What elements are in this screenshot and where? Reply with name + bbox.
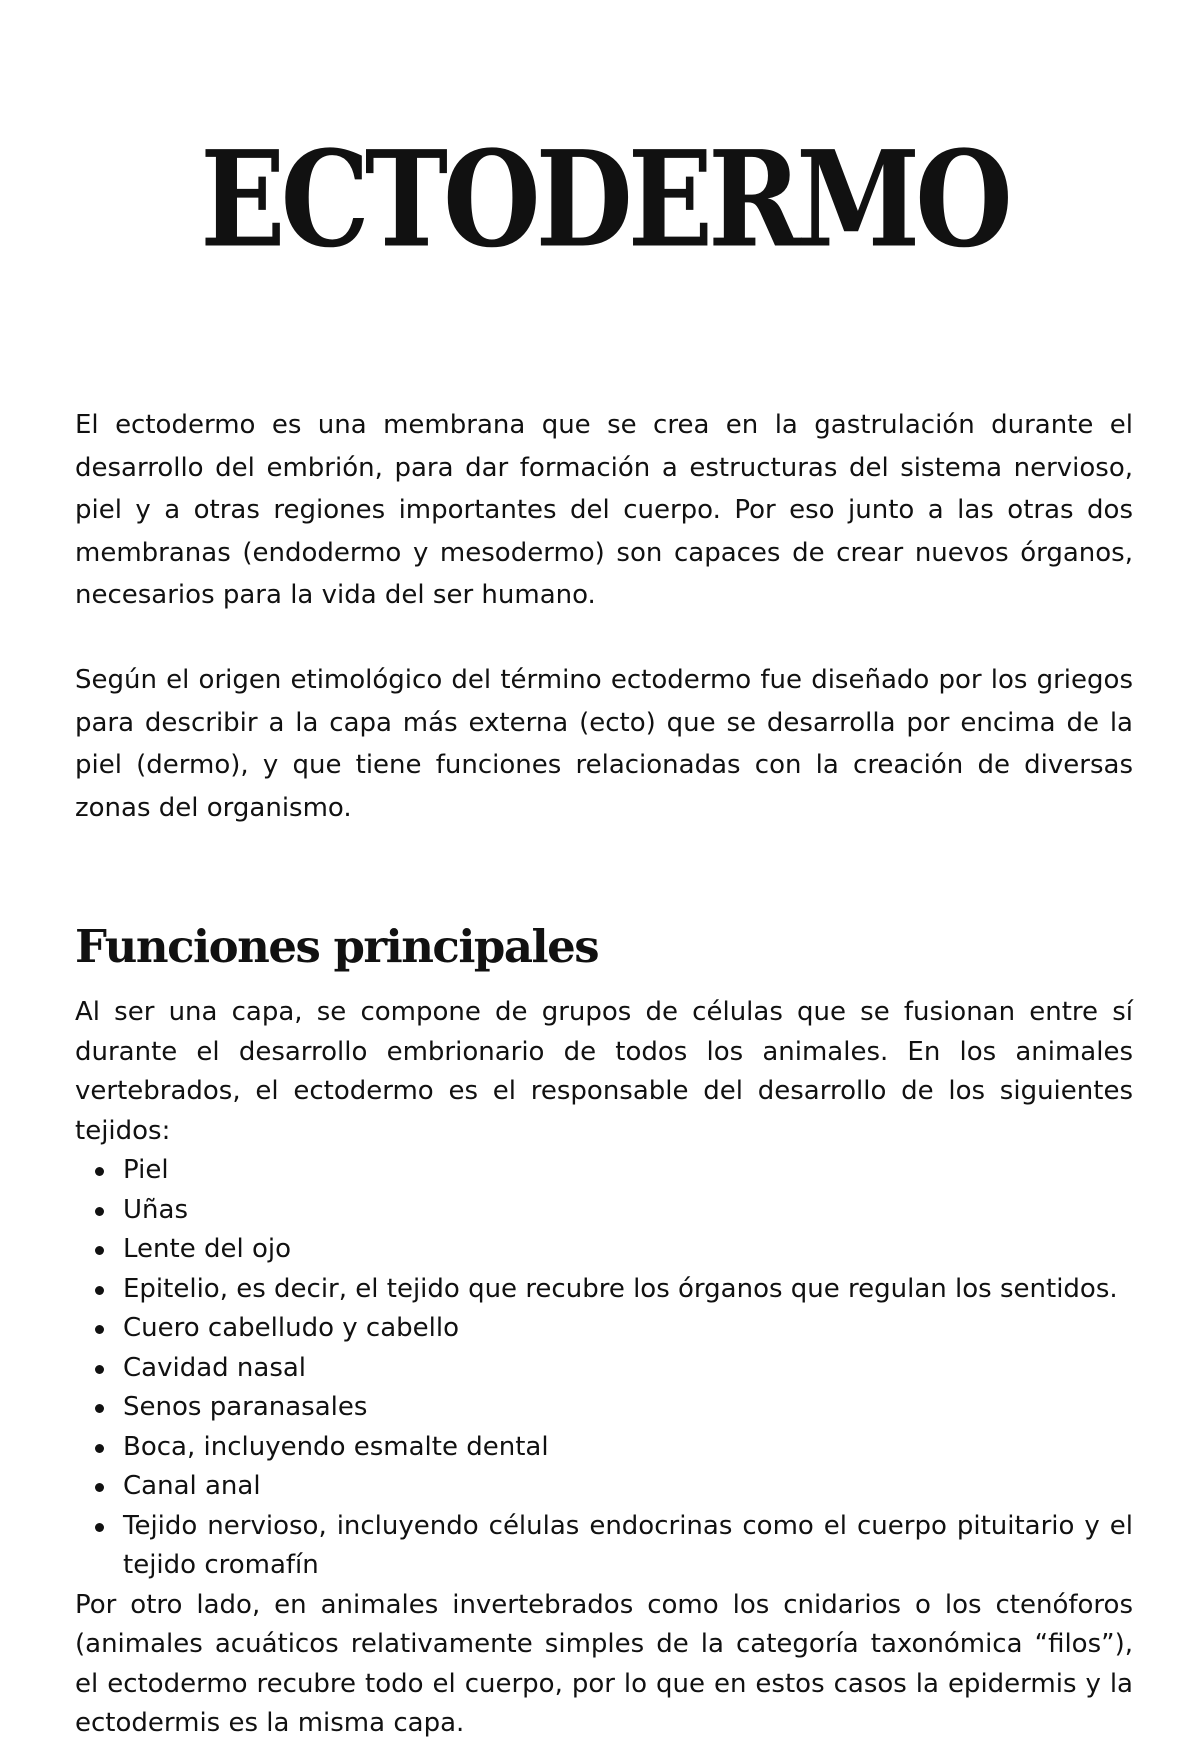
section-heading: Funciones principales [75, 920, 599, 974]
list-item: Senos paranasales [123, 1388, 1133, 1428]
list-item: Tejido nervioso, incluyendo células endocrinas como el cuerpo pituitario y el tejido cromafín [123, 1507, 1133, 1586]
list-item: Boca, incluyendo esmalte dental [123, 1428, 1133, 1468]
list-item: Cuero cabelludo y cabello [123, 1309, 1133, 1349]
intro-paragraph-2: Según el origen etimológico del término ectodermo fue diseñado por los griegos para describir a la capa más externa (ecto) que se desarrolla por encima de la piel (dermo), y que tiene funciones relacionadas con la creación de diversas zonas del organismo. [75, 664, 1133, 823]
list-item: Cavidad nasal [123, 1349, 1133, 1389]
list-item: Uñas [123, 1191, 1133, 1231]
list-item: Canal anal [123, 1467, 1133, 1507]
document-title: ECTODERMO [200, 122, 1008, 278]
list-item: Lente del ojo [123, 1230, 1133, 1270]
list-item: Piel [123, 1151, 1133, 1191]
intro-paragraph-1: El ectodermo es una membrana que se crea en la gastrulación durante el desarrollo del embrión, para dar formación a estructuras del sistema nervioso, piel y a otras regiones importantes del cuerpo. Por eso junto a las otras dos membranas (endodermo y mesodermo) son capaces de crear nuevos órganos, necesarios para la vida del ser humano. [75, 410, 1133, 611]
section-lead-paragraph: Al ser una capa, se compone de grupos de células que se fusionan entre sí durante el desarrollo embrionario de todos los animales. En los animales vertebrados, el ectodermo es el responsable del desarrollo de los siguientes tejidos: [75, 997, 1133, 1146]
document-page [75, 0, 1133, 1744]
tissue-list [75, 1151, 1133, 1586]
closing-paragraph: Por otro lado, en animales invertebrados como los cnidarios o los ctenóforos (animales acuáticos relativamente simples de la categoría taxonómica “filos”), el ectodermo recubre todo el cuerpo, por lo que en estos casos la epidermis y la ectodermis es la misma capa. [75, 1589, 1133, 1739]
list-item: Epitelio, es decir, el tejido que recubre los órganos que regulan los sentidos. [123, 1270, 1133, 1310]
